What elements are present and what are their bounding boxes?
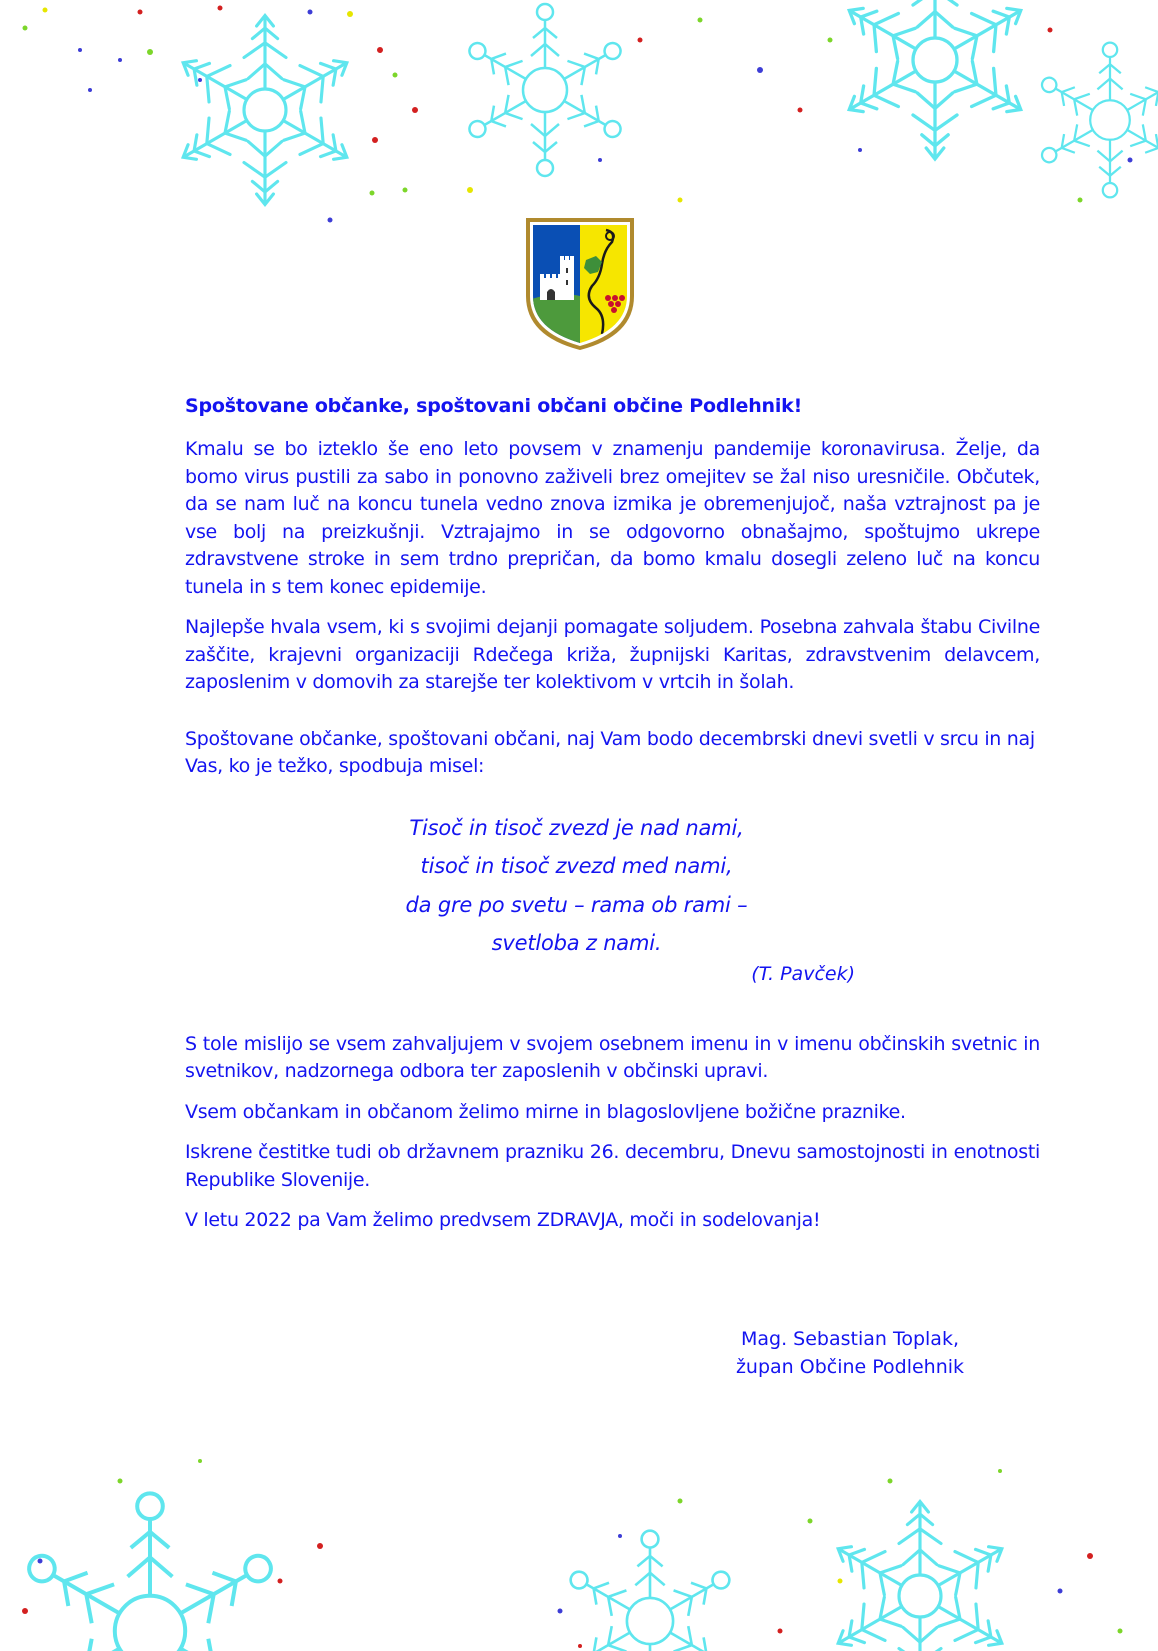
letter-greeting: Spoštovane občanke, spoštovani občani občine Podlehnik! (185, 395, 803, 417)
signature-name: Mag. Sebastian Toplak, (740, 1328, 959, 1350)
poem-line: Tisoč in tisoč zvezd je nad nami, (409, 815, 744, 840)
poem-line: tisoč in tisoč zvezd med nami, (420, 854, 733, 878)
paragraph-independence-day: Iskrene čestitke tudi ob državnem prazniku 26. decembru, Dnevu samostojnosti in enotnosti Republike Slovenije. (185, 1141, 1040, 1191)
signature-block (700, 1325, 1000, 1381)
snowflake-decoration-bottom (0, 1421, 1158, 1651)
paragraph-new-year: V letu 2022 pa Vam želimo predvsem ZDRAVJA, moči in sodelovanja! (185, 1209, 821, 1231)
poem-author: (T. Pavček) (751, 962, 855, 985)
poem-line: da gre po svetu – rama ob rami – (405, 892, 748, 917)
paragraph-gratitude: S tole mislijo se vsem zahvaljujem v svojem osebnem imenu in v imenu občinskih svetnic in svetnikov, nadzornega odbora ter zaposlenih v občinski upravi. (185, 1032, 1040, 1082)
letter-body (185, 395, 1040, 1248)
signature-title: župan Občine Podlehnik (735, 1356, 965, 1378)
coat-of-arms-crest (524, 216, 636, 352)
poem (185, 809, 1040, 963)
paragraph-christmas: Vsem občankam in občanom želimo mirne in blagoslovljene božične praznike. (185, 1100, 906, 1123)
paragraph-wishes-intro: Spoštovane občanke, spoštovani občani, naj Vam bodo decembrski dnevi svetli v srcu in naj Vas, ko je težko, spodbuja misel: (185, 727, 1035, 777)
snowflake-decoration-top (0, 0, 1158, 245)
paragraph-pandemic: Kmalu se bo izteklo še eno leto povsem v znamenju pandemije koronavirusa. Želje, da bomo virus pustili za sabo in ponovno zaživeli brez omejitev se žal niso uresničile. Občutek, da se nam luč na koncu tunela vedno znova izmika je obremenjujoč, naša vztrajnost pa je vse bolj na preizkušnji. Vztrajajmo in se odgovorno obnašajmo, spoštujmo ukrepe zdravstvene stroke in sem trdno prepričan, da bomo kmalu dosegli zeleno luč na koncu tunela in s tem konec epidemije. (185, 438, 1040, 598)
poem-line: svetloba z nami. (491, 931, 662, 955)
paragraph-thanks: Najlepše hvala vsem, ki s svojimi dejanji pomagate soljudem. Posebna zahvala štabu Civilne zaščite, krajevni organizaciji Rdečega križa, župnijski Karitas, zdravstvenim delavcem, zaposlenim v domovih za starejše ter kolektivom v vrtcih in šolah. (185, 616, 1040, 693)
